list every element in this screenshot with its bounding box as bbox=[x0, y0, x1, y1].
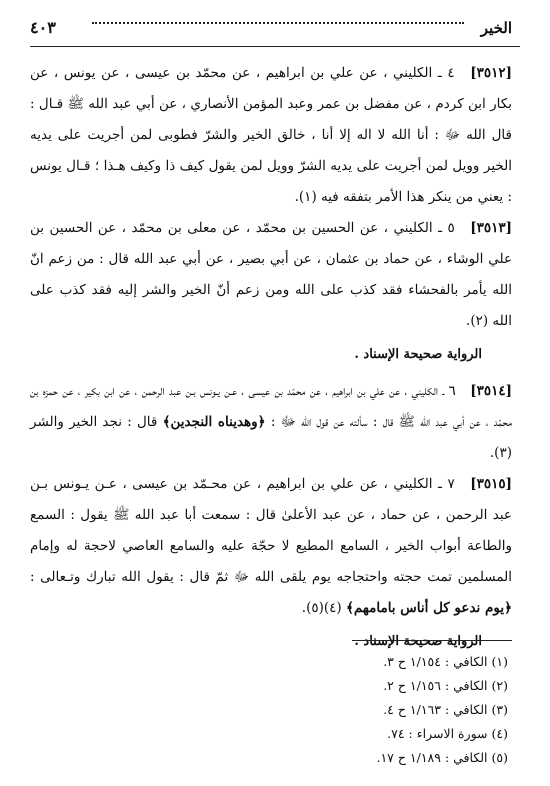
hadith-number: [٣٥١٢] bbox=[470, 65, 512, 81]
hadith-entry bbox=[30, 213, 512, 370]
header-rule bbox=[30, 46, 520, 47]
hadith-text bbox=[30, 376, 512, 469]
hadith-body: ٧ ـ الكليني ، عن علي بن ابراهيم ، عن محـمّد بن عيسى ، عـن يـونس بـن عبد الرحمن ، عن حماد ، عن عبد الأعلىٰ قال : سمعت أبا عبد الله ﷺ يقول : السمع والطاعة أبواب الخير ، السامع المطيع لا حجّة عليه والسامع العاصي لاحجة له وإمام المسلمين تمت حجته واحتجاجه يوم يلقى الله ﷻ ثمّ قال : يقول الله تبارك وتـعالى : bbox=[30, 476, 512, 585]
running-header bbox=[30, 14, 512, 42]
footnotes bbox=[30, 650, 508, 770]
hadith-text bbox=[30, 469, 512, 624]
hadith-text bbox=[30, 213, 512, 337]
hadith-text bbox=[30, 58, 512, 213]
hadith-number: [٣٥١٥] bbox=[470, 476, 512, 492]
chain-status: الرواية صحيحة الإسناد . bbox=[354, 634, 482, 649]
footnote: (٣) الكافي : ١/١٦٣ ح ٤. bbox=[383, 702, 508, 717]
footnote-rule bbox=[352, 640, 512, 641]
hadith-number: [٣٥١٣] bbox=[470, 220, 512, 236]
quran-verse: ﴿يوم ندعو كل أناس بامامهم﴾ bbox=[346, 600, 512, 616]
footnote: (٢) الكافي : ١/١٥٦ ح ٢. bbox=[383, 678, 508, 693]
page-number: ٤٠٣ bbox=[30, 18, 56, 37]
hadith-entry bbox=[30, 469, 512, 657]
chain-status: الرواية صحيحة الإسناد . bbox=[354, 347, 482, 362]
hadith-entry bbox=[30, 376, 512, 469]
hadith-body-end: قال : نجد الخير والشر (٣). bbox=[30, 414, 512, 461]
hadith-body: ٤ ـ الكليني ، عن علي بن ابراهيم ، عن محمّد بن عيسى ، عن يونس ، عن بكار ابن كردم ، عن مفضل بن عمر وعبد المؤمن الأنصاري ، عن أبي عبد الله ﷺ قـال : قال الله ﷻ : أنا الله لا اله إلا أنا ، خالق الخير والشرّ فطوبى لمن أجريت على يديه الخير وويل لمن أجريت على يديه الشرّ وويل لمن يقول كيف ذا وكيف هـذا ؛ قـال يونس : يعني من ينكر هذا الأمر بتفقه فيه (١). bbox=[30, 65, 512, 205]
hadith-number: [٣٥١٤] bbox=[470, 383, 513, 399]
chapter-title: الخير bbox=[480, 19, 512, 37]
leader-dots bbox=[92, 22, 464, 24]
hadith-entry bbox=[30, 58, 512, 213]
footnote: (٥) الكافي : ١/١٨٩ ح ١٧. bbox=[376, 750, 508, 765]
footnote: (١) الكافي : ١/١٥٤ ح ٣. bbox=[383, 654, 508, 669]
footnote: (٤) سورة الاسراء : ٧٤. bbox=[387, 726, 508, 741]
hadith-body-end: (٤)(٥). bbox=[301, 600, 342, 616]
page-body bbox=[30, 58, 512, 663]
hadith-body: ٦ ـ الكليني ، عن علي بن ابراهيم ، عن محمّد بن عيسى ، عـن يـونس بـن عبد الرحمن ، عن ابن بكير ، عن حمزه بن محمّد ، عن أبي عبد الله ﷺ قال : سألته عن قول الله ﷻ : bbox=[30, 383, 512, 430]
hadith-body: ٥ ـ الكليني ، عن الحسين بن محمّد ، عن معلى بن محمّد ، عن الحسين بن علي الوشاء ، عن حماد بن عثمان ، عن أبي بصير ، عن أبي عبد الله قال : من زعم انّ الله يأمر بالفحشاء فقد كذب على الله ومن زعم أنّ الخير والشر إليه فقد كذب على الله (٢). bbox=[30, 220, 512, 329]
quran-verse: ﴿وهديناه النجدين﴾ bbox=[162, 414, 266, 430]
